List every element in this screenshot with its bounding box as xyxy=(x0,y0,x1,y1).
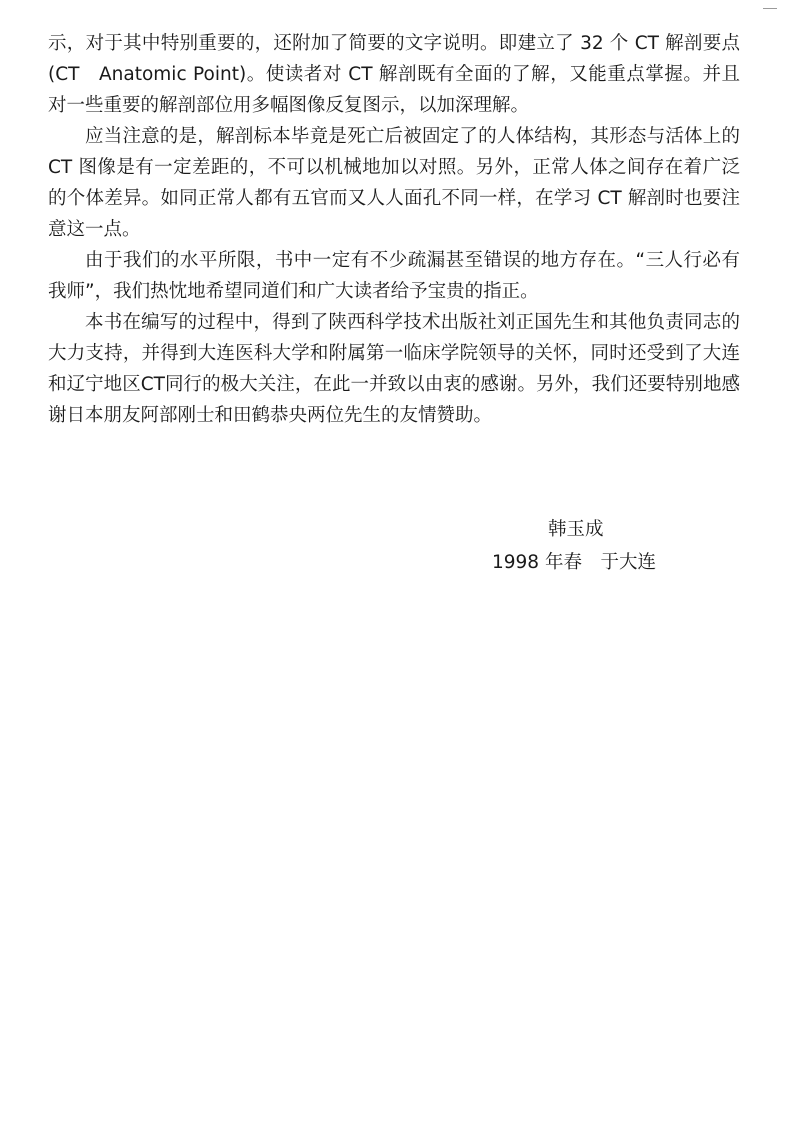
paragraph: 由于我们的水平所限，书中一定有不少疏漏甚至错误的地方存在。“三人行必有我师”，我们热忱地希望同道们和广大读者给予宝贵的指正。 xyxy=(48,250,740,302)
paragraph: 应当注意的是，解剖标本毕竟是死亡后被固定了的人体结构，其形态与活体上的 CT 图像是有一定差距的，不可以机械地加以对照。另外，正常人体之间存在着广泛的个体差异。如同正常人都有五官而又人人面孔不同一样，在学习 CT 解剖时也要注意这一点。 xyxy=(48,126,740,240)
preface-body xyxy=(48,28,740,431)
paragraph: 本书在编写的过程中，得到了陕西科学技术出版社刘正国先生和其他负责同志的大力支持，并得到大连医科大学和附属第一临床学院领导的关怀，同时还受到了大连和辽宁地区CT同行的极大关注，在此一并致以由衷的感谢。另外，我们还要特别地感谢日本朋友阿部刚士和田鹤恭央两位先生的友情赞助。 xyxy=(48,312,740,426)
date-place: 1998 年春 于大连 xyxy=(492,552,656,573)
signature-block xyxy=(0,514,793,584)
paragraph: 示，对于其中特别重要的，还附加了简要的文字说明。即建立了 32 个 CT 解剖要点 (CT Anatomic Point)。使读者对 CT 解剖既有全面的了解，又能重点掌握。并且对一些重要的解剖部位用多幅图像反复图示，以加深理解。 xyxy=(48,33,740,116)
author-name: 韩玉成 xyxy=(548,519,604,540)
corner-mark xyxy=(763,8,777,9)
